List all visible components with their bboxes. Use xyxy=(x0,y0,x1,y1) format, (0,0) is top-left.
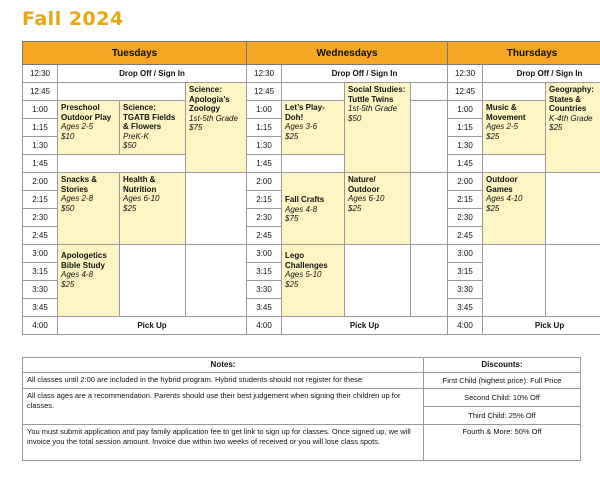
class-apologias-zoology xyxy=(186,83,247,173)
pick-up-thursday: Pick Up xyxy=(483,317,600,335)
class-price: $25 xyxy=(348,203,362,213)
time-cell: 2:15 xyxy=(23,191,58,209)
class-price: $25 xyxy=(549,123,563,132)
class-price: $25 xyxy=(285,131,299,141)
schedule-table xyxy=(22,41,600,335)
discounts-header: Discounts: xyxy=(424,358,581,373)
note-item: All classes until 2:00 are included in the hybrid program. Hybrid students should not register for these xyxy=(23,373,424,389)
class-name: Apologetics Bible Study xyxy=(61,251,107,270)
class-lego-challenges xyxy=(282,245,345,317)
time-cell: 3:30 xyxy=(448,281,483,299)
time-cell: 2:45 xyxy=(247,227,282,245)
time-cell: 3:00 xyxy=(247,245,282,263)
time-cell: 3:00 xyxy=(23,245,58,263)
class-lets-play-doh xyxy=(282,101,345,155)
class-price: $75 xyxy=(285,214,299,224)
class-preschool-outdoor-play xyxy=(58,101,120,155)
class-ages: 1st-5th Grade xyxy=(348,104,397,113)
class-price: $50 xyxy=(61,203,75,213)
drop-off-tuesday: Drop Off / Sign In xyxy=(58,65,247,83)
time-cell: 12:30 xyxy=(247,65,282,83)
time-cell: 2:45 xyxy=(23,227,58,245)
empty-cell xyxy=(58,83,186,101)
empty-cell xyxy=(411,101,448,173)
class-ages: Ages 6-10 xyxy=(348,194,385,203)
time-cell: 3:45 xyxy=(448,299,483,317)
class-ages: Ages 5-10 xyxy=(285,270,322,279)
class-name: Geography: States & Countries xyxy=(549,85,594,113)
class-name: Science: Apologia’s Zoology xyxy=(189,85,230,113)
day-header-thursdays: Thursdays xyxy=(448,42,600,65)
class-name: Nature/ Outdoor xyxy=(348,175,380,194)
empty-cell xyxy=(483,155,546,173)
class-ages: Ages 2-5 xyxy=(61,122,94,131)
class-name: Science: TGATB Fields & Flowers xyxy=(123,103,176,131)
empty-cell xyxy=(411,245,448,317)
class-apologetics-bible-study xyxy=(58,245,120,317)
class-music-movement xyxy=(483,101,546,155)
pick-up-wednesday: Pick Up xyxy=(282,317,448,335)
time-cell: 4:00 xyxy=(23,317,58,335)
time-cell: 3:30 xyxy=(23,281,58,299)
empty-cell xyxy=(282,155,345,173)
time-cell: 1:15 xyxy=(247,119,282,137)
class-price: $25 xyxy=(123,203,137,213)
empty-cell xyxy=(345,245,411,317)
class-tgatb-fields-flowers xyxy=(120,101,186,155)
notes-discounts-table xyxy=(22,357,581,461)
class-name: Snacks & Stories xyxy=(61,175,98,194)
time-cell: 3:15 xyxy=(23,263,58,281)
empty-cell xyxy=(186,173,247,245)
class-price: $25 xyxy=(486,131,500,141)
class-ages: Ages 6-10 xyxy=(123,194,160,203)
class-price: $50 xyxy=(123,141,137,150)
empty-cell xyxy=(411,83,448,101)
discount-item: Second Child: 10% Off xyxy=(424,389,581,407)
time-cell: 3:00 xyxy=(448,245,483,263)
discount-item: First Child (highest price): Full Price xyxy=(424,373,581,389)
empty-cell xyxy=(483,245,546,317)
class-name: Social Studies: Tuttle Twins xyxy=(348,85,406,104)
empty-cell xyxy=(282,83,345,101)
empty-cell xyxy=(546,173,600,245)
class-name: Outdoor Games xyxy=(486,175,518,194)
empty-cell xyxy=(546,245,600,317)
time-cell: 4:00 xyxy=(448,317,483,335)
time-cell: 2:30 xyxy=(247,209,282,227)
class-ages: PreK-K xyxy=(123,131,149,141)
time-cell: 2:00 xyxy=(448,173,483,191)
class-outdoor-games xyxy=(483,173,546,245)
class-name: Fall Crafts xyxy=(285,195,325,205)
day-header-wednesdays: Wednesdays xyxy=(247,42,448,65)
time-cell: 1:45 xyxy=(23,155,58,173)
day-header-tuesdays: Tuesdays xyxy=(23,42,247,65)
time-cell: 12:45 xyxy=(23,83,58,101)
discount-item: Fourth & More: 50% Off xyxy=(424,425,581,461)
note-item: All class ages are a recommendation. Parents should use their best judgement when signing their children up for classes. xyxy=(23,389,424,425)
class-price: $50 xyxy=(348,113,362,123)
class-ages: 1st-5th Grade xyxy=(189,113,238,123)
notes-header: Notes: xyxy=(23,358,424,373)
class-price: $25 xyxy=(285,279,299,289)
time-cell: 2:15 xyxy=(448,191,483,209)
time-cell: 12:30 xyxy=(448,65,483,83)
time-cell: 1:30 xyxy=(448,137,483,155)
time-cell: 12:30 xyxy=(23,65,58,83)
time-cell: 3:30 xyxy=(247,281,282,299)
class-social-studies xyxy=(345,83,411,173)
time-cell: 12:45 xyxy=(247,83,282,101)
empty-cell xyxy=(120,245,186,317)
class-name: Music & Movement xyxy=(486,103,526,122)
class-health-nutrition xyxy=(120,173,186,245)
class-geography xyxy=(546,83,600,173)
time-cell: 1:45 xyxy=(448,155,483,173)
time-cell: 1:45 xyxy=(247,155,282,173)
class-price: $75 xyxy=(189,123,203,132)
class-ages: Ages 2-5 xyxy=(486,122,519,131)
time-cell: 3:15 xyxy=(247,263,282,281)
time-cell: 3:45 xyxy=(247,299,282,317)
class-snacks-stories xyxy=(58,173,120,245)
class-ages: Ages 4-8 xyxy=(61,270,94,279)
empty-cell xyxy=(58,155,186,173)
class-name: Health & Nutrition xyxy=(123,175,157,194)
time-cell: 2:15 xyxy=(247,191,282,209)
time-cell: 1:30 xyxy=(247,137,282,155)
class-name: Preschool Outdoor Play xyxy=(61,103,112,122)
class-ages: Ages 2-8 xyxy=(61,194,94,203)
time-cell: 3:45 xyxy=(23,299,58,317)
pick-up-tuesday: Pick Up xyxy=(58,317,247,335)
time-cell: 2:30 xyxy=(448,209,483,227)
class-ages: K-4th Grade xyxy=(549,113,593,123)
class-ages: Ages 3-6 xyxy=(285,122,318,131)
class-fall-crafts xyxy=(282,173,345,245)
discount-item: Third Child: 25% Off xyxy=(424,407,581,425)
time-cell: 12:45 xyxy=(448,83,483,101)
class-ages: Ages 4-10 xyxy=(486,194,523,203)
time-cell: 2:00 xyxy=(23,173,58,191)
drop-off-wednesday: Drop Off / Sign In xyxy=(282,65,448,83)
note-item: You must submit application and pay family application fee to get link to sign up for classes. Once signed up, we will invoice you the total session amount. Invoice due within two weeks of received or you will lose class spots. xyxy=(23,425,424,461)
class-name: Lego Challenges xyxy=(285,251,328,270)
time-cell: 2:45 xyxy=(448,227,483,245)
time-cell: 1:00 xyxy=(247,101,282,119)
class-ages: Ages 4-8 xyxy=(285,204,318,214)
class-price: $10 xyxy=(61,131,75,141)
class-name: Let’s Play-Doh! xyxy=(285,103,325,122)
time-cell: 1:15 xyxy=(448,119,483,137)
time-cell: 3:15 xyxy=(448,263,483,281)
time-cell: 1:00 xyxy=(448,101,483,119)
page-title: Fall 2024 xyxy=(22,8,124,30)
empty-cell xyxy=(483,83,546,101)
class-nature-outdoor xyxy=(345,173,411,245)
class-price: $25 xyxy=(61,279,75,289)
time-cell: 1:00 xyxy=(23,101,58,119)
time-cell: 2:30 xyxy=(23,209,58,227)
time-cell: 4:00 xyxy=(247,317,282,335)
time-cell: 1:15 xyxy=(23,119,58,137)
drop-off-thursday: Drop Off / Sign In xyxy=(483,65,600,83)
time-cell: 1:30 xyxy=(23,137,58,155)
empty-cell xyxy=(411,173,448,245)
time-cell: 2:00 xyxy=(247,173,282,191)
class-price: $25 xyxy=(486,203,500,213)
empty-cell xyxy=(186,245,247,317)
